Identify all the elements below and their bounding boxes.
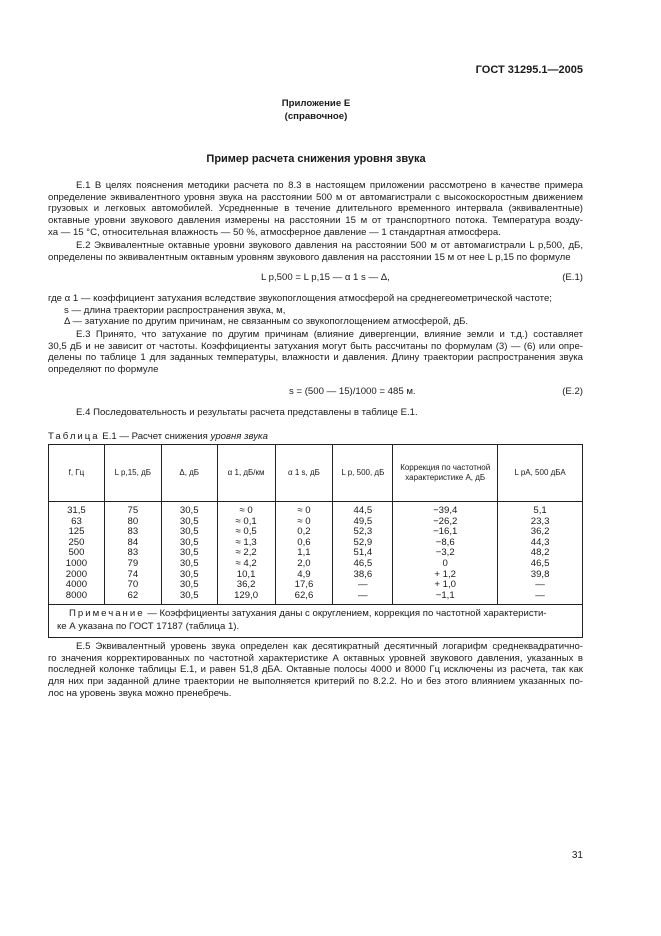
- table-cell: ≈ 4,2: [235, 557, 257, 569]
- formula-number: (Е.2): [562, 386, 583, 397]
- header-delta: Δ, дБ: [161, 445, 217, 502]
- table-cell: 250: [68, 536, 85, 548]
- text-line: для них при заданной длине траектории не выполняется критерий по 8.2.2. Но и без этого влиянием указанных по-: [48, 676, 583, 688]
- table-caption-id: Е.1 — Расчет снижения: [102, 431, 208, 442]
- table-cell: −26,2: [433, 515, 458, 527]
- table-cell: 46,5: [530, 557, 550, 569]
- column-lp500: [333, 502, 393, 605]
- table-cell: 1,1: [297, 547, 311, 559]
- table-cell: 36,2: [530, 526, 550, 538]
- table-cell: 8000: [65, 589, 88, 601]
- table-header-row: [49, 445, 583, 502]
- table-cell: 5,1: [533, 505, 547, 516]
- table-cell: 70: [127, 579, 139, 591]
- page-number: 31: [571, 850, 583, 861]
- table-cell: 30,5: [179, 526, 199, 538]
- header-alpha-s: α 1 s, дБ: [275, 445, 333, 502]
- table-cell: —: [358, 579, 368, 591]
- table-caption-italic: уровня звука: [210, 431, 268, 442]
- table-cell: 30,5: [179, 568, 199, 580]
- appendix-type: (справочное): [284, 111, 348, 122]
- text-line: Е.2 Эквивалентные октавные уровни звукового давления на расстоянии 500 м от автомагистрали L p,500, дБ,: [76, 240, 583, 251]
- table-cell: 48,2: [530, 547, 550, 559]
- table-cell: −3,2: [435, 547, 455, 559]
- column-alpha: [217, 502, 275, 605]
- table-body-row: [49, 502, 583, 605]
- table-cell: 30,5: [179, 515, 199, 527]
- table-cell: 44,5: [353, 505, 373, 516]
- attenuation-table: [48, 444, 583, 638]
- table-cell: + 1,0: [434, 579, 457, 591]
- table-cell: 75: [127, 505, 139, 516]
- table-cell: ≈ 0,1: [235, 515, 257, 527]
- text-line: Е.1 В целях пояснения методики расчета по 8.3 в настоящем приложении рассмотрено в качестве примера: [76, 180, 583, 191]
- appendix-heading: [0, 97, 632, 123]
- column-frequency: [49, 502, 105, 605]
- text-line: последней колонке таблицы Е.1, и равен 51,8 дБА. Октавные полосы 4000 и 8000 Гц исключены из расчета, так как: [48, 664, 583, 676]
- table-cell: 38,6: [353, 568, 373, 580]
- table-cell: 500: [68, 547, 85, 559]
- table-cell: 30,5: [179, 579, 199, 591]
- header-a-correction: Коррекция по частотной характеристике А, дБ: [393, 445, 498, 502]
- table-cell: 30,5: [179, 557, 199, 569]
- table-cell: 125: [68, 526, 85, 538]
- table-cell: —: [535, 589, 545, 601]
- table-cell: + 1,2: [434, 568, 457, 580]
- column-a-correction: [393, 502, 498, 605]
- table-cell: 17,6: [294, 579, 314, 591]
- definition-line: где α 1 — коэффициент затухания вследствие звукопоглощения атмосферой на среднегеометрической частоте;: [48, 293, 552, 304]
- text-line: определены по эквивалентным октавным уровням звукового давления на расстоянии 15 м от нее L p,15 по формуле: [48, 251, 571, 263]
- table-cell: 129,0: [234, 589, 259, 601]
- table-cell: 83: [127, 526, 139, 538]
- paragraph-e1: [48, 180, 583, 239]
- table-cell: 36,2: [236, 579, 256, 591]
- table-note-row: [49, 605, 583, 638]
- standard-number: ГОСТ 31295.1—2005: [475, 64, 583, 76]
- table-cell: 63: [71, 515, 82, 527]
- paragraph-e5: [48, 641, 583, 700]
- note-text-continued: ке А указана по ГОСТ 17187 (таблица 1).: [57, 620, 240, 632]
- table-cell: 62,6: [294, 589, 314, 601]
- table-cell: 23,3: [530, 515, 550, 527]
- table-cell: 80: [127, 515, 139, 527]
- formula-expression: s = (500 — 15)/1000 = 485 м.: [289, 386, 416, 397]
- table-cell: 30,5: [179, 505, 199, 516]
- table-cell: 39,8: [530, 568, 550, 580]
- table-cell: 4000: [65, 579, 88, 591]
- text-line: определение эквивалентного уровня звука на расстоянии 500 м от автомагистрали с высокоскоростным движением: [48, 191, 583, 203]
- table-cell: 79: [127, 557, 139, 569]
- table-cell: 84: [127, 536, 139, 548]
- table-cell: −39,4: [433, 505, 458, 516]
- text-line: делены по таблице 1 для заданных температуры, влажности и давления. Длину траектории распространения звука: [48, 352, 583, 364]
- table-cell: 10,1: [236, 568, 256, 580]
- definition-line: s — длина траектории распространения звука, м,: [64, 304, 286, 316]
- note-text: — Коэффициенты затухания даны с округлением, коррекция по частотной характеристи-: [147, 608, 547, 620]
- table-cell: ≈ 2,2: [235, 547, 257, 559]
- table-cell: 51,4: [353, 547, 373, 559]
- header-lpa500: L pA, 500 дБА: [498, 445, 583, 502]
- table-cell: 2,0: [297, 557, 311, 569]
- definition-line: Δ — затухание по другим причинам, не связанным со звукопоглощением атмосферой, дБ.: [64, 316, 469, 328]
- text-line: Е.5 Эквивалентный уровень звука определен как десятикратный десятичный логарифм среднеквадратично-: [76, 641, 583, 652]
- table-caption: [48, 431, 268, 443]
- header-frequency: f, Гц: [49, 445, 105, 502]
- paragraph-e3: [48, 329, 583, 376]
- table-cell: ≈ 0: [297, 515, 311, 527]
- table-cell: 30,5: [179, 536, 199, 548]
- formula-expression: L p,500 = L p,15 — α 1 s — Δ,: [261, 272, 390, 283]
- table-cell: −16,1: [433, 526, 458, 538]
- text-line: Е.3 Принято, что затухание по другим причинам (влияние дивергенции, влияние земли и т.д.) составляет: [76, 329, 583, 340]
- table-cell: 30,5: [179, 547, 199, 559]
- table-cell: 52,3: [353, 526, 373, 538]
- table-cell: −1,1: [435, 589, 455, 601]
- table-cell: 62: [127, 589, 139, 601]
- appendix-label: Приложение Е: [281, 98, 351, 109]
- text-line: определяют по формуле: [48, 364, 159, 376]
- table-cell: —: [535, 579, 545, 591]
- table-cell: 83: [127, 547, 139, 559]
- table-cell: 1000: [65, 557, 88, 569]
- page-title: Пример расчета снижения уровня звука: [206, 153, 426, 165]
- table-cell: 0,2: [297, 526, 311, 538]
- column-lp15: [104, 502, 161, 605]
- column-alpha-s: [275, 502, 333, 605]
- text-line: октавные уровни звукового давления измерены на расстоянии 15 м от транспортного потока. Температура возду-: [48, 215, 583, 227]
- formula-number: (Е.1): [562, 272, 583, 283]
- table-cell: ≈ 1,3: [235, 536, 257, 548]
- table-cell: ≈ 0: [297, 505, 311, 516]
- note-label: Примечание: [69, 608, 145, 620]
- table-cell: −8,6: [435, 536, 455, 548]
- column-delta: [161, 502, 217, 605]
- paragraph-e2: [48, 240, 583, 263]
- table-cell: 44,3: [530, 536, 550, 548]
- table-cell: ≈ 0,5: [235, 526, 257, 538]
- text-line: ха — 15 °С, относительная влажность — 50 %, атмосферное давление — 1 стандартная атмосфера.: [48, 226, 501, 238]
- table-cell: —: [358, 589, 368, 601]
- variable-definitions: [48, 293, 583, 328]
- table-cell: 0,6: [297, 536, 311, 548]
- header-lp500: L p, 500, дБ: [333, 445, 393, 502]
- table-cell: 30,5: [179, 589, 199, 601]
- table-cell: 46,5: [353, 557, 373, 569]
- table-cell: 4,9: [297, 568, 311, 580]
- text-line: грузовых и легковых автомобилей. Усредненные в течение длительного временного интервала (эквивалентные): [48, 203, 583, 215]
- text-line: лос на уровень звука можно пренебречь.: [48, 687, 232, 699]
- table-cell: 74: [127, 568, 139, 580]
- table-caption-prefix: Таблица: [48, 431, 100, 442]
- paragraph-e4: Е.4 Последовательность и результаты расчета представлены в таблице Е.1.: [76, 407, 418, 418]
- table-cell: 2000: [65, 568, 88, 580]
- text-line: го значения корректированных по частотной характеристике А октавных уровней звукового давления, указанных в: [48, 652, 583, 664]
- table-cell: 49,5: [353, 515, 373, 527]
- header-alpha: α 1, дБ/км: [217, 445, 275, 502]
- column-lpa500: [498, 502, 583, 605]
- table-note: [49, 605, 583, 638]
- table-cell: 52,9: [353, 536, 373, 548]
- table-cell: 0: [442, 557, 448, 569]
- table-cell: 31,5: [67, 505, 86, 516]
- text-line: 30,5 дБ и не зависит от частоты. Коэффициенты затухания могут быть рассчитаны по формулам (3) — (6) или опре-: [48, 340, 583, 352]
- table-cell: ≈ 0: [239, 505, 253, 516]
- header-lp15: L p,15, дБ: [104, 445, 161, 502]
